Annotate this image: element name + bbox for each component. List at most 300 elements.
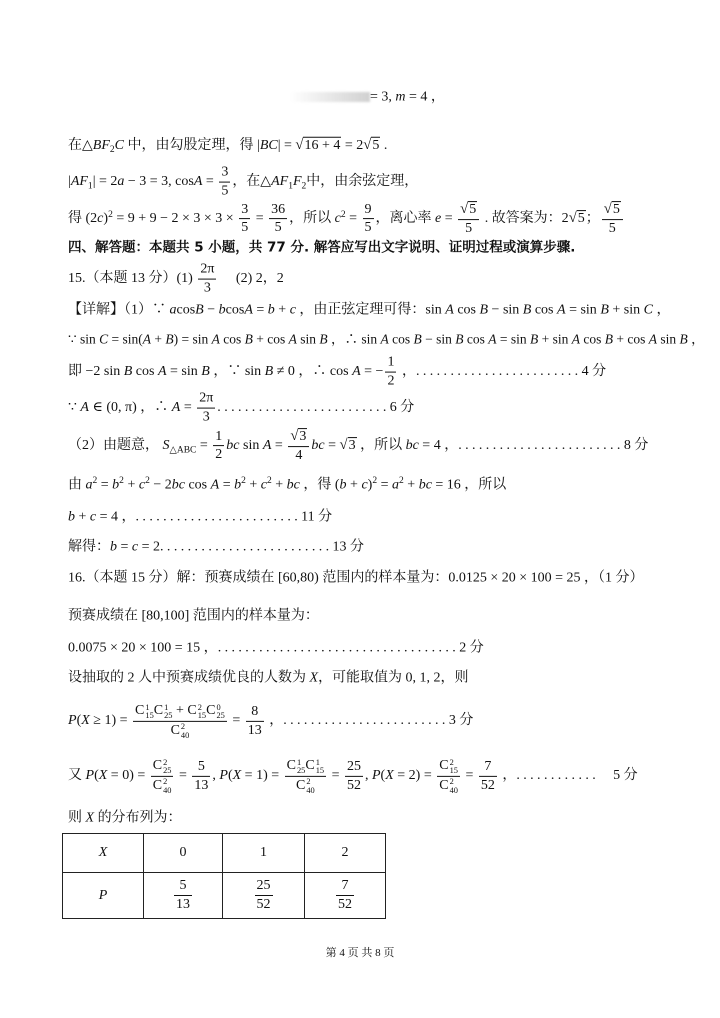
text-run: = sin [496, 331, 530, 347]
math-variable: B [600, 302, 609, 318]
text-run: = 16 ，所以 [431, 477, 507, 493]
text-run: 4 [295, 448, 303, 463]
combination-subscript: 40 [306, 785, 315, 795]
math-variable: A [488, 331, 497, 347]
text-run: − sin [488, 302, 523, 318]
combination-symbol [153, 777, 172, 796]
combination-superscript: 1 [315, 757, 320, 767]
math-variable: bc [171, 477, 185, 493]
text-run: 1 [387, 354, 395, 370]
combination-superscript: 1 [145, 702, 150, 712]
combination-superscript: 2 [163, 757, 168, 767]
answer-line-m-value [370, 88, 445, 106]
math-variable: bc [418, 477, 432, 493]
fraction [239, 201, 250, 238]
math-variable: A [171, 400, 181, 416]
fraction-numerator [336, 877, 354, 896]
fraction [288, 427, 309, 465]
text-run: 16 + 4 [304, 137, 341, 153]
combination-superscript: 2 [449, 757, 454, 767]
fraction-denominator [174, 896, 192, 914]
text-run: + cos [252, 331, 289, 347]
math-variable: B [413, 331, 422, 347]
superscript: 2 [119, 476, 124, 487]
radical-sign: √ [290, 428, 299, 445]
text-run: ( [94, 768, 99, 784]
math-variable: c [260, 477, 267, 493]
fraction-denominator [219, 183, 230, 201]
text-run: + [274, 302, 290, 318]
fraction-numerator [602, 200, 623, 220]
text-run: 25 [256, 878, 271, 894]
text-run: 3 [202, 409, 210, 425]
text-run: 5 [469, 202, 477, 218]
square-root [460, 202, 477, 217]
fraction-denominator [239, 220, 250, 238]
text-run: ( [380, 768, 386, 784]
math-variable: C [99, 331, 109, 347]
text-run: ，由正弦定理可得：sin [295, 302, 446, 318]
radical-sign: √ [603, 201, 612, 218]
combination-subscript: 15 [197, 711, 207, 721]
fraction-denominator [198, 280, 216, 298]
fraction-numerator [213, 428, 224, 447]
combination-subscript: 25 [163, 766, 172, 776]
combination-base: C [439, 757, 449, 773]
fraction [213, 428, 224, 465]
text-run: = [196, 438, 212, 454]
square-root [295, 138, 341, 153]
text-run: cos [580, 331, 605, 347]
text-run: 2π [200, 261, 215, 277]
text-run: 中，由余弦定理， [306, 174, 419, 190]
fraction-numerator [239, 201, 250, 220]
fraction-numerator [285, 757, 326, 777]
fraction-numerator [219, 164, 230, 183]
combination-superscript: 0 [216, 702, 221, 712]
problem-16-p-x-ge-1-line [68, 702, 473, 740]
math-variable: S [162, 438, 170, 454]
math-variable: A [157, 364, 167, 380]
superscript: 2 [266, 476, 272, 487]
table-cell-value [144, 834, 223, 873]
combination-indices [163, 778, 171, 795]
text-run: cos [176, 302, 196, 318]
problem-16-sample-15-line [68, 639, 484, 657]
text-run: = 1) = [241, 768, 283, 784]
text-run: 6 分 [389, 400, 415, 416]
leader-dots: ......................... [160, 539, 333, 555]
math-variable: C [114, 137, 124, 153]
fraction-denominator [246, 722, 264, 740]
radicand [371, 137, 380, 153]
superscript: 2 [399, 476, 404, 487]
fraction-denominator [197, 409, 215, 427]
text-run: 0.0075 × 20 × 100 = 15 ， [68, 640, 218, 656]
math-variable: X [98, 768, 108, 784]
fraction [219, 164, 230, 201]
subscript: △ABC [169, 445, 197, 456]
radical-sign: √ [339, 437, 348, 454]
math-variable: B [479, 302, 489, 318]
text-run: 3 分 [448, 713, 474, 729]
math-variable: b [234, 477, 242, 493]
leader-dots: ......................... [217, 400, 390, 416]
math-variable: B [522, 302, 532, 318]
fraction-denominator [255, 896, 273, 914]
text-run: cos [463, 331, 489, 347]
fraction-denominator [363, 220, 374, 238]
combination-base: C [152, 757, 163, 773]
fraction [363, 201, 374, 238]
text-run: | [68, 174, 71, 190]
combination-subscript: 25 [164, 711, 173, 721]
text-run: | = [277, 137, 296, 153]
text-run: 5 [612, 202, 620, 218]
math-variable: a [85, 477, 93, 493]
math-variable: bc [226, 438, 240, 454]
fraction-denominator [602, 220, 623, 238]
fraction [269, 201, 287, 238]
math-variable: A [571, 331, 580, 347]
fraction-numerator [458, 200, 479, 220]
fraction-denominator [288, 447, 309, 465]
combination-subscript: 40 [449, 785, 458, 795]
text-run: sin [239, 438, 263, 454]
math-variable: B [604, 331, 613, 347]
text-run: ) = sin [173, 331, 212, 347]
leader-dots: ........................ [415, 364, 582, 380]
fraction [458, 200, 479, 238]
math-variable: BC [259, 137, 278, 153]
square-root [340, 438, 357, 453]
fraction-numerator [255, 877, 273, 896]
text-run: 0 [179, 845, 187, 860]
text-run: 16.（本题 15 分）解：预赛成绩在 [60,80) 范围内的样本量为：0.0125 × 20 × 100 = 25 ，（1 分） [68, 570, 644, 586]
table-cell-value [305, 834, 386, 873]
text-run: 3 [203, 280, 211, 296]
combination-superscript: 1 [296, 757, 302, 767]
distribution-table [62, 833, 386, 919]
math-variable: b [112, 477, 120, 493]
text-run: 36 [271, 201, 286, 217]
text-run: 13 分 [332, 539, 365, 555]
square-root [604, 202, 621, 217]
text-run: 设抽取的 2 人中预赛成绩优良的人数为 [68, 670, 310, 686]
fraction [192, 758, 210, 795]
text-run: = [175, 768, 191, 784]
table-cell-probability-label [63, 873, 144, 919]
text-run: = [252, 211, 268, 227]
combination-symbol [206, 702, 225, 721]
text-run: 3 [299, 429, 307, 445]
problem-16-variable-definition-line [68, 669, 469, 687]
page-footer-number: 第 4 页 共 8 页 [325, 947, 395, 959]
table-cell-variable-label [63, 834, 144, 873]
text-run: 5 [608, 221, 616, 236]
text-run: 2 [215, 447, 223, 463]
text-run: ≥ 1) = [89, 713, 132, 729]
radicand [298, 428, 307, 444]
text-run: 13 [176, 897, 190, 912]
problem-15-solution-line [68, 538, 364, 556]
math-variable: e [435, 211, 442, 227]
combination-indices [306, 778, 314, 795]
combination-subscript: 40 [163, 785, 172, 795]
square-root [290, 429, 307, 444]
text-run: = − [360, 364, 384, 380]
math-variable: B [319, 331, 328, 347]
math-variable: P [68, 713, 77, 729]
text-run: , [364, 768, 372, 784]
math-variable: a [117, 174, 125, 190]
math-variable: A [142, 331, 151, 347]
fraction [285, 757, 326, 795]
math-variable: X [232, 768, 242, 784]
math-variable: A [445, 302, 454, 318]
text-run: = [180, 400, 196, 416]
table-row [63, 873, 386, 919]
text-run: ， [265, 713, 284, 729]
math-variable: X [385, 768, 394, 784]
text-run: 9 [364, 201, 372, 217]
text-run: 1 [260, 845, 267, 860]
text-run: 又 [68, 768, 86, 784]
combination-base: C [439, 777, 449, 793]
math-variable: X [81, 713, 90, 729]
text-run: ，可能取值为 0, 1, 2，则 [318, 670, 469, 686]
combination-base: C [135, 702, 145, 718]
text-run: cos [219, 331, 245, 347]
text-run: = [328, 768, 343, 784]
text-run: ，得 ( [299, 477, 340, 493]
text-run: cos [388, 331, 414, 347]
superscript: 2 [372, 476, 378, 487]
text-run: = [324, 438, 340, 454]
text-run: = 3, [370, 89, 396, 105]
subscript: 1 [288, 181, 293, 192]
math-variable: a [169, 302, 177, 318]
text-run: ( [227, 768, 233, 784]
square-root [363, 138, 380, 153]
math-variable: b [218, 302, 226, 318]
math-variable: b [339, 477, 347, 493]
text-run: sin [296, 331, 320, 347]
fraction [197, 390, 215, 427]
text-run: 5 [364, 220, 372, 236]
combination-symbol [439, 777, 458, 796]
combination-base: C [295, 777, 306, 793]
combination-indices [198, 704, 206, 721]
text-run: = [271, 438, 287, 454]
fraction-numerator [479, 758, 497, 777]
text-run: cos [184, 477, 211, 493]
radicand [612, 201, 621, 217]
math-variable: AF [271, 174, 289, 190]
text-run: 2π [199, 390, 214, 406]
text-run: ，∵ sin [209, 364, 265, 380]
fraction [479, 758, 497, 795]
combination-subscript: 25 [296, 766, 306, 776]
problem-15-part2-area-line [68, 427, 648, 465]
math-variable: B [244, 331, 253, 347]
text-run: . [380, 137, 388, 153]
combination-symbol [305, 757, 324, 776]
text-run: ) [103, 211, 109, 227]
leader-dots: ................................... [217, 640, 460, 656]
radical-sign: √ [460, 201, 469, 218]
math-variable: c [89, 509, 97, 525]
combination-symbol [171, 722, 190, 741]
text-run: 8 [251, 703, 259, 719]
text-run: = [97, 477, 113, 493]
fraction [255, 877, 273, 914]
superscript: 2 [145, 476, 150, 487]
math-variable: B [455, 331, 464, 347]
combination-base: C [305, 757, 315, 773]
math-variable: bc [405, 438, 419, 454]
text-run: 2 [341, 845, 349, 860]
combination-base: C [153, 702, 164, 718]
text-run: 5 [577, 211, 585, 227]
text-run: = sin [565, 302, 601, 318]
math-variable: A [648, 331, 657, 347]
math-variable: c [138, 477, 146, 493]
answer-line-af1-cosine [68, 164, 418, 201]
radicand [468, 201, 477, 217]
text-run: cos [453, 302, 480, 318]
problem-16-range-80-100-line [68, 607, 319, 625]
text-run: 的分布列为： [94, 810, 182, 826]
fraction-numerator [246, 703, 264, 722]
problem-16-distribution-caption [68, 809, 182, 827]
text-run: 3 [348, 438, 356, 454]
fraction-numerator [151, 757, 174, 777]
math-variable: B [165, 331, 174, 347]
text-run: ∵ [68, 400, 81, 416]
text-run: 解得： [68, 539, 110, 555]
text-run: 5 [465, 221, 473, 236]
leader-dots: ........................ [458, 438, 624, 454]
text-run: ，所以 [356, 438, 406, 454]
math-variable: A [80, 400, 89, 416]
text-run: = [461, 768, 477, 784]
math-variable: b [267, 302, 275, 318]
text-run: ) [367, 477, 373, 493]
text-run: （2）由题意， [68, 438, 163, 454]
text-run: + [271, 477, 287, 493]
text-run: | = 2 [92, 174, 118, 190]
text-run: 5 分 [599, 768, 638, 784]
combination-subscript: 40 [180, 730, 190, 740]
text-run: = [345, 211, 361, 227]
combination-subscript: 15 [145, 711, 154, 721]
combination-symbol [287, 757, 306, 776]
text-run: cos [531, 302, 558, 318]
combination-symbol [187, 702, 206, 721]
superscript: 2 [108, 209, 113, 220]
combination-subscript: 15 [315, 766, 325, 776]
text-run: = 4 ， [96, 509, 136, 525]
math-variable: bc [311, 438, 325, 454]
text-run: = 2) = [393, 768, 436, 784]
text-run: 13 [194, 777, 209, 793]
math-variable: B [264, 364, 274, 380]
math-variable: bc [286, 477, 300, 493]
fraction-denominator [133, 722, 227, 741]
leader-dots: ............ [516, 768, 600, 784]
text-run: 得 (2 [68, 211, 98, 227]
radicand [303, 137, 341, 153]
combination-symbol [439, 757, 458, 776]
text-run: 7 [341, 878, 349, 894]
fraction-numerator [192, 758, 210, 777]
math-variable: A [262, 438, 272, 454]
text-run: ， [398, 364, 416, 380]
text-run: + cos [613, 331, 649, 347]
math-variable: A [244, 302, 253, 318]
combination-superscript: 2 [306, 777, 311, 787]
text-run: + sin [538, 331, 572, 347]
text-run: = 4 ， [405, 89, 445, 105]
math-variable: A [193, 174, 203, 190]
math-variable: a [392, 477, 400, 493]
text-run: ≠ 0 ，∴ cos [273, 364, 353, 380]
problem-16-probabilities-line [68, 757, 638, 795]
leader-dots: ........................ [135, 509, 302, 525]
combination-symbol [135, 702, 154, 721]
text-run: = [377, 477, 393, 493]
combination-base: C [170, 722, 180, 738]
combination-superscript: 2 [197, 702, 202, 712]
math-variable: b [68, 509, 75, 525]
problem-15-cosine-law-line [68, 476, 506, 494]
text-run: 11 分 [301, 509, 333, 525]
text-run: − [203, 302, 219, 318]
text-run: − 3 = 3, cos [124, 174, 194, 190]
radical-sign: √ [295, 136, 304, 153]
combination-subscript: 25 [216, 711, 225, 721]
fraction-denominator [285, 777, 326, 796]
fraction-numerator [197, 390, 215, 409]
combination-superscript: 2 [449, 777, 454, 787]
text-run: ； [585, 211, 600, 227]
fraction-numerator [288, 427, 309, 447]
problem-15-cos-a-line [68, 354, 606, 391]
math-variable: c [289, 302, 296, 318]
problem-15-detail-part1 [68, 301, 670, 319]
math-variable: c [361, 477, 368, 493]
fraction [602, 200, 623, 238]
fraction-numerator [269, 201, 287, 220]
table-cell-value [223, 834, 305, 873]
text-run: = [441, 211, 457, 227]
text-run: = [117, 539, 132, 555]
math-variable: A [288, 331, 297, 347]
combination-superscript: 2 [180, 722, 186, 732]
combination-base: C [286, 757, 296, 773]
text-run: 5 [274, 220, 282, 236]
problem-16-header [68, 569, 644, 587]
math-variable: X [98, 845, 108, 860]
text-run: + [245, 477, 261, 493]
text-run: 1 [215, 428, 223, 444]
fraction-numerator [363, 201, 374, 220]
fraction [174, 877, 192, 914]
table-row [63, 834, 386, 873]
text-run: ∈ (0, π) ，∴ [88, 400, 172, 416]
fraction [336, 877, 354, 914]
